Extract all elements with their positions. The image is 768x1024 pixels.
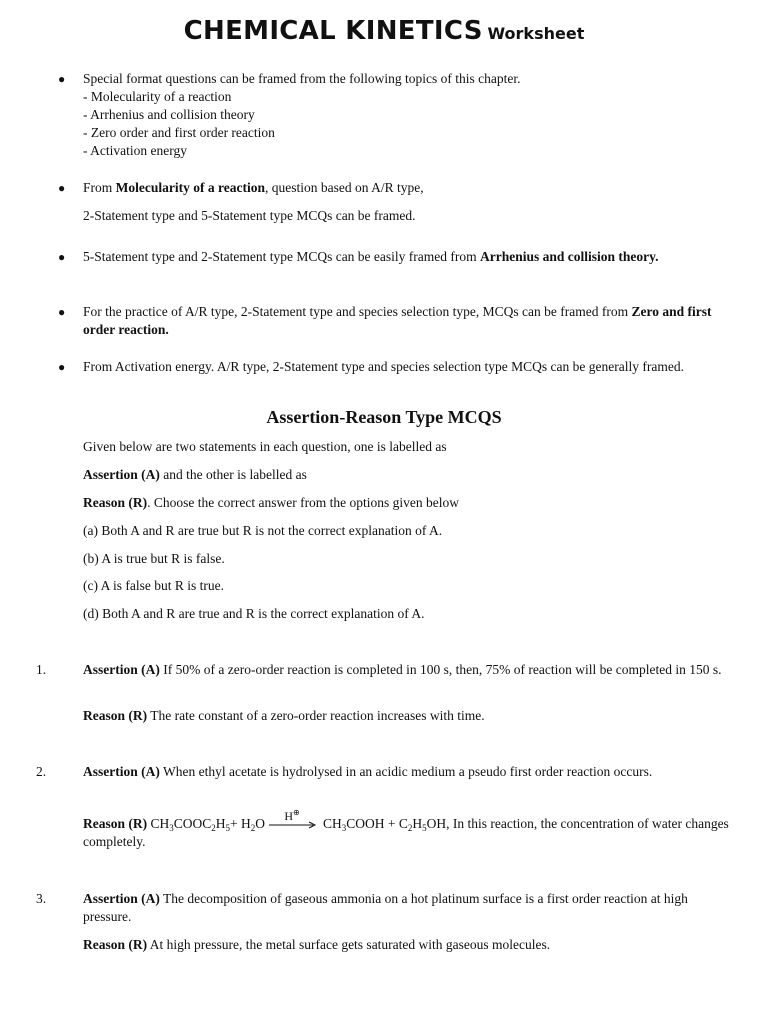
topic-item: - Molecularity of a reaction: [83, 89, 232, 104]
bold-term: Molecularity of a reaction: [115, 180, 265, 195]
bullet-topics: [83, 70, 733, 160]
instructions-line: Assertion (A) and the other is labelled as: [83, 467, 307, 482]
bullet-marker: ●: [58, 72, 66, 86]
page-title: [0, 16, 768, 46]
question-3-assertion: Assertion (A) The decomposition of gaseous ammonia on a hot platinum surface is a first order reaction at high pressure.: [83, 891, 688, 924]
answer-option-c: (c) A is false but R is true.: [83, 578, 224, 593]
question-number: 3.: [36, 891, 47, 906]
instructions-line: Reason (R). Choose the correct answer from the options given below: [83, 495, 460, 510]
question-2-assertion: Assertion (A) When ethyl acetate is hydrolysed in an acidic medium a pseudo first order reaction occurs.: [83, 764, 653, 779]
bullet-activation-energy: From Activation energy. A/R type, 2-Statement type and species selection type MCQs can be generally framed.: [83, 359, 684, 374]
topic-item: - Zero order and first order reaction: [83, 125, 275, 140]
topic-item: - Activation energy: [83, 143, 187, 158]
instructions-line: Given below are two statements in each question, one is labelled as: [83, 439, 447, 454]
answer-option-b: (b) A is true but R is false.: [83, 551, 225, 566]
question-3-reason: Reason (R) At high pressure, the metal surface gets saturated with gaseous molecules.: [83, 937, 551, 952]
question-2-reason: Reason (R) $CH_3COOC_2H_5+ H_2O$ H⊕ $CH_3COOH + C_2H_5OH$, In this reaction, the concentration of water changes completely.: [83, 808, 729, 849]
bold-term: Zero and first order reaction.: [83, 304, 712, 337]
bullet-topics-intro: Special format questions can be framed from the following topics of this chapter.: [83, 71, 521, 86]
topic-item: - Arrhenius and collision theory: [83, 107, 255, 122]
question-1-assertion: Assertion (A) If 50% of a zero-order reaction is completed in 100 s, then, 75% of reaction will be completed in 150 s.: [83, 662, 722, 677]
question-number: 2.: [36, 764, 47, 779]
bullet-marker: ●: [58, 360, 66, 374]
bullet-arrhenius: 5-Statement type and 2-Statement type MCQs can be easily framed from Arrhenius and collision theory.: [83, 249, 659, 264]
title-main: CHEMICAL KINETICS: [183, 16, 483, 46]
bold-term: Arrhenius and collision theory.: [480, 249, 659, 264]
section-heading: Assertion-Reason Type MCQS: [266, 407, 502, 427]
catalyst-label: H⊕: [284, 808, 300, 823]
bullet-marker: ●: [58, 250, 66, 264]
bullet-marker: ●: [58, 181, 66, 195]
reaction-arrow-icon: [269, 808, 319, 830]
bullet-zero-first-order: For the practice of A/R type, 2-Statement type and species selection type, MCQs can be framed from Zero and first order reaction.: [83, 304, 712, 337]
chemical-equation: $CH_3COOC_2H_5+ H_2O$ H⊕ $CH_3COOH + C_2H_5OH$: [150, 808, 447, 833]
title-sub: Worksheet: [487, 24, 585, 43]
bullet-molecularity: From Molecularity of a reaction, question based on A/R type, 2-Statement type and 5-Statement type MCQs can be framed.: [83, 180, 424, 223]
question-number: 1.: [36, 662, 47, 677]
answer-option-d: (d) Both A and R are true and R is the correct explanation of A.: [83, 606, 425, 621]
bullet-marker: ●: [58, 305, 66, 319]
question-1-reason: Reason (R) The rate constant of a zero-order reaction increases with time.: [83, 708, 485, 723]
answer-option-a: (a) Both A and R are true but R is not the correct explanation of A.: [83, 523, 443, 538]
